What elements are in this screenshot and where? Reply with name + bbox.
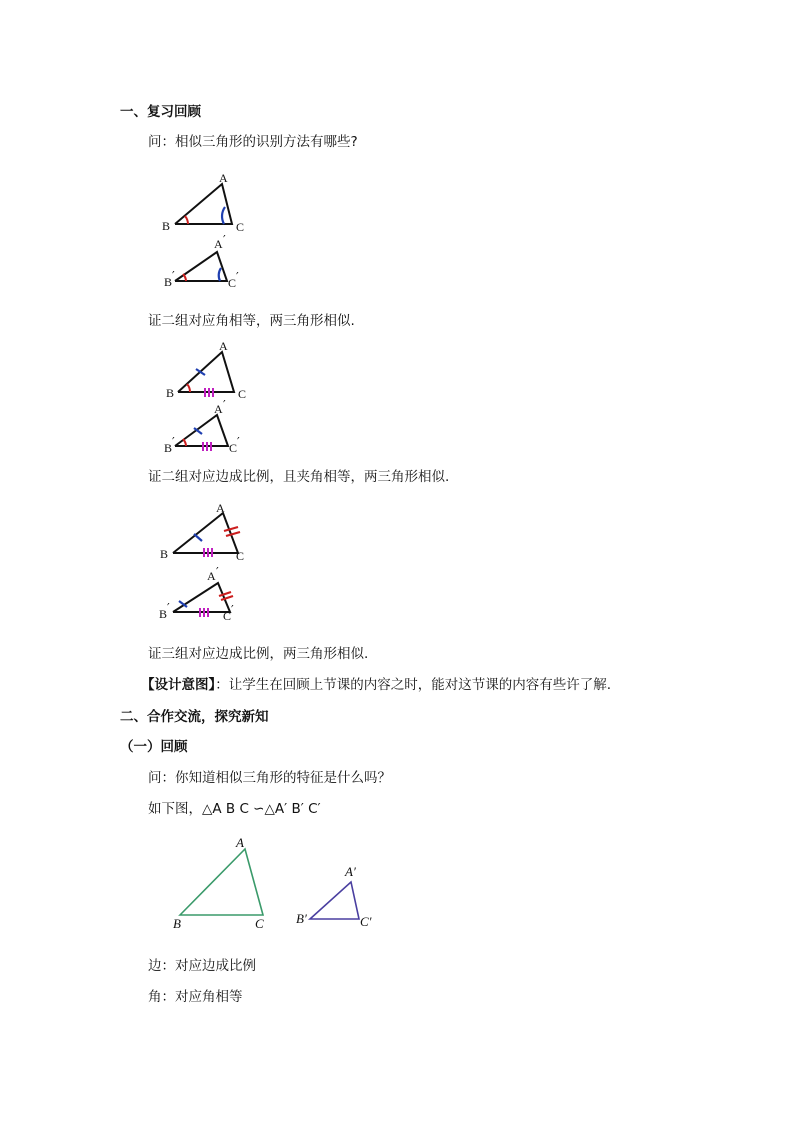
method-sas-text: 证二组对应边成比例，且夹角相等，两三角形相似. <box>148 469 450 485</box>
angle-mark-b <box>185 216 188 224</box>
design-intent-label: 【设计意图】 <box>141 677 216 693</box>
label-b: B <box>160 547 169 561</box>
label-b: B <box>166 386 175 400</box>
prime-mark: ′ <box>223 233 226 247</box>
angle-mark-b-prime <box>183 274 186 281</box>
side-tick-a-prime-c-prime <box>219 592 231 596</box>
angle-mark-b-prime <box>183 439 186 446</box>
triangle-a-prime-b-prime-c-prime <box>159 565 234 623</box>
features-question: 问：你知道相似三角形的特征是什么吗？ <box>148 770 391 786</box>
prime-mark: ′ <box>223 398 226 412</box>
section-heading-explore: 二、合作交流，探究新知 <box>120 709 269 725</box>
label-b-prime: B <box>159 607 168 621</box>
prime-mark: ′ <box>237 435 240 449</box>
label-a: A <box>216 501 225 515</box>
figure-intro: 如下图，△A B C ∽△A′ B′ C′ <box>148 801 321 817</box>
figure-sas-similarity <box>150 340 270 460</box>
design-intent <box>141 676 611 694</box>
prime-mark: ′ <box>216 565 219 579</box>
prime-mark: ′ <box>167 601 170 615</box>
triangle-abc <box>162 171 244 234</box>
feature-sides: 边：对应边成比例 <box>148 958 256 974</box>
label-b: B <box>173 916 181 931</box>
design-intent-text: ：让学生在回顾上节课的内容之时，能对这节课的内容有些许了解. <box>215 677 612 693</box>
method-aa-text: 证二组对应角相等，两三角形相似. <box>148 313 355 329</box>
feature-angles: 角：对应角相等 <box>148 989 243 1005</box>
side-tick-ac <box>224 527 238 531</box>
prime-mark: ′ <box>172 269 175 283</box>
label-c-prime: C <box>229 441 238 455</box>
triangle-a-prime-b-prime-c-prime <box>164 398 240 455</box>
label-c-prime: C′ <box>360 914 372 929</box>
method-sss-text: 证三组对应边成比例，两三角形相似. <box>148 646 369 662</box>
triangle-a-prime-b-prime-c-prime <box>164 233 239 290</box>
label-c: C <box>255 916 264 931</box>
prime-mark: ′ <box>172 435 175 449</box>
label-c: C <box>236 549 245 563</box>
label-a-prime: A <box>207 569 216 583</box>
figure-similar-triangles <box>165 830 395 940</box>
triangle-abc-green <box>173 835 264 931</box>
triangle-abc <box>166 339 246 401</box>
label-a-prime: A′ <box>345 864 356 879</box>
section-heading-review: 一、复习回顾 <box>120 104 201 120</box>
label-a: A <box>219 339 228 353</box>
label-b-prime: B <box>164 275 173 289</box>
label-c: C <box>238 387 247 401</box>
triangle-a-prime-b-prime-c-prime-purple <box>296 864 372 929</box>
label-a-prime: A <box>214 237 223 251</box>
prime-mark: ′ <box>236 270 239 284</box>
review-question: 问：相似三角形的识别方法有哪些? <box>148 134 358 150</box>
angle-mark-c-prime <box>219 268 221 281</box>
label-b-prime: B′ <box>296 911 307 926</box>
prime-mark: ′ <box>231 603 234 617</box>
triangle-abc <box>160 501 244 563</box>
label-b-prime: B <box>164 441 173 455</box>
label-a: A <box>236 835 244 850</box>
label-c: C <box>236 220 245 234</box>
label-a-prime: A <box>214 402 223 416</box>
label-b: B <box>162 219 171 233</box>
label-a: A <box>219 171 228 185</box>
angle-mark-b <box>187 384 190 392</box>
figure-aa-similarity <box>150 170 270 290</box>
side-tick-ab <box>194 534 202 541</box>
label-c-prime: C <box>228 276 237 290</box>
sub-heading-review: （一）回顾 <box>120 739 188 755</box>
angle-mark-c <box>222 207 225 224</box>
figure-sss-similarity <box>150 500 280 630</box>
label-c-prime: C <box>223 609 232 623</box>
